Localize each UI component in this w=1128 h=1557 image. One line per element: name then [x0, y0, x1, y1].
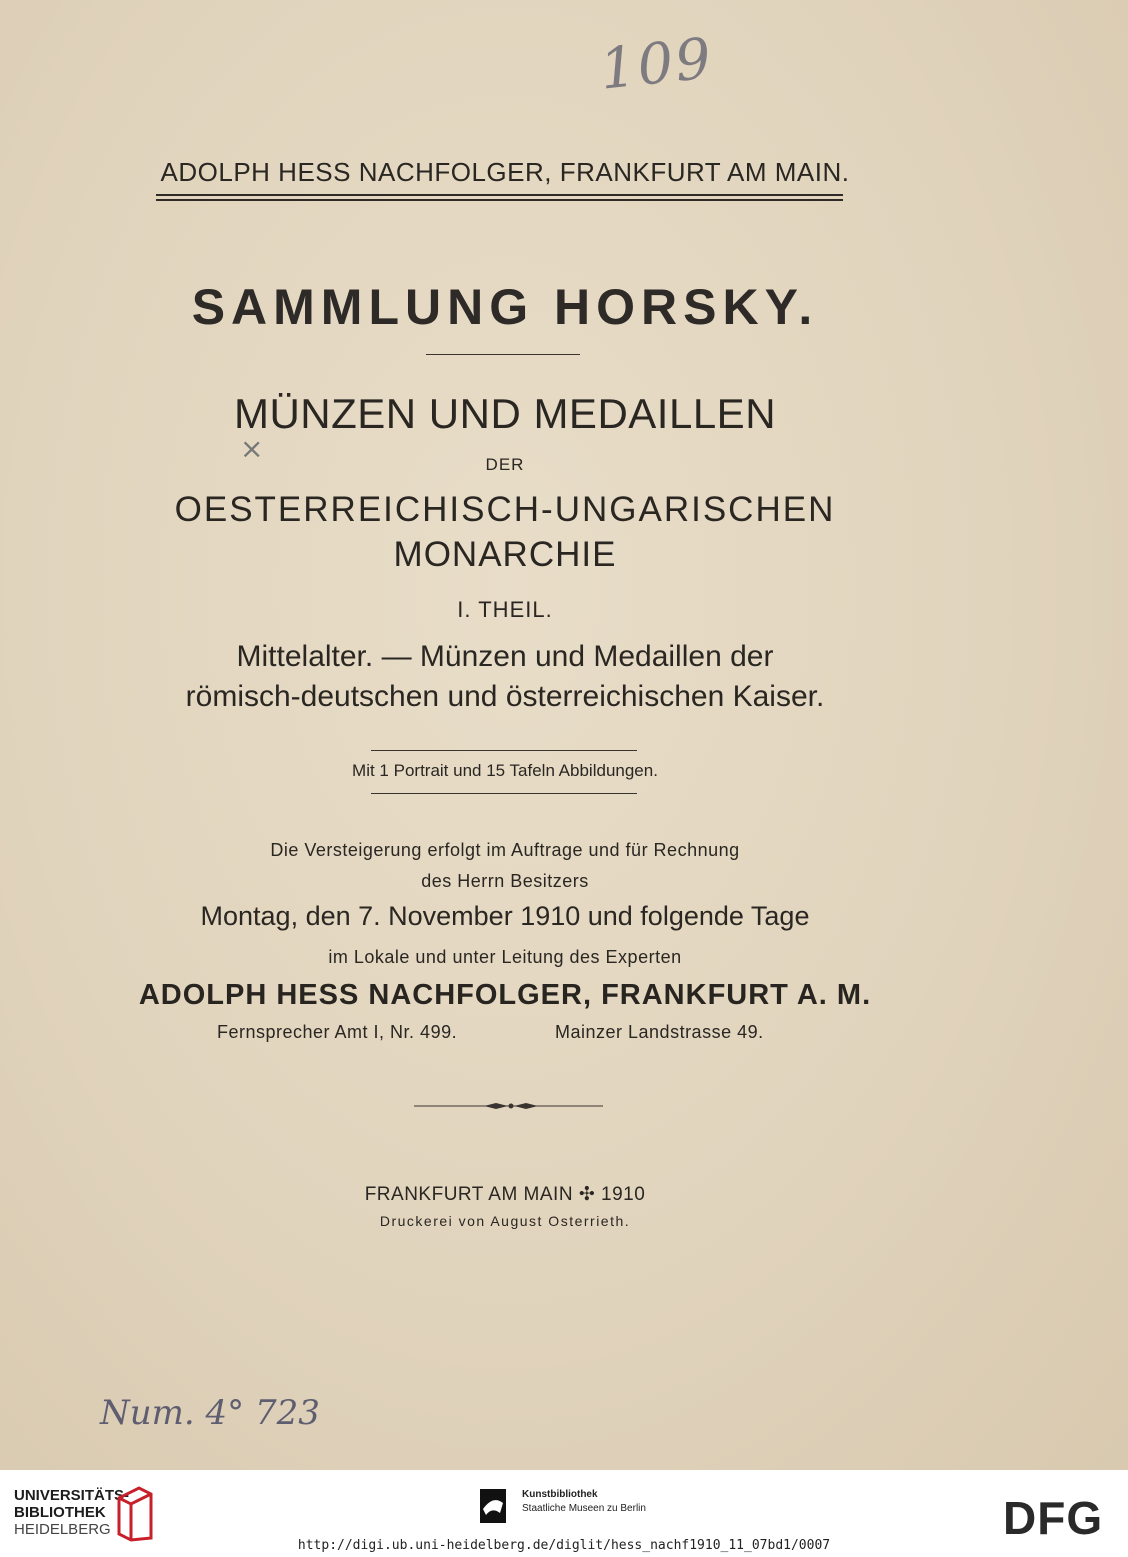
- place-year: FRANKFURT AM MAIN ✣ 1910: [364, 1184, 646, 1205]
- subtitle-der: DER: [485, 455, 525, 474]
- uni-logo-line1: UNIVERSITÄTS-: [14, 1487, 130, 1504]
- auction-line2: des Herrn Besitzers: [421, 871, 589, 891]
- subtitle-line3: MONARCHIE: [393, 535, 617, 574]
- kb-line2: Staatliche Museen zu Berlin: [522, 1503, 646, 1514]
- divider-rule: [426, 354, 580, 355]
- description-line1: Mittelalter. — Münzen und Medaillen der: [236, 640, 774, 673]
- book-logo-icon: [113, 1484, 157, 1544]
- illustrations-note: Mit 1 Portrait und 15 Tafeln Abbildungen.: [352, 761, 658, 780]
- ornament-divider: [414, 1097, 603, 1115]
- kunstbibliothek-logo[interactable]: [522, 1488, 646, 1516]
- subtitle-line1: MÜNZEN UND MEDAILLEN: [233, 390, 777, 437]
- publisher-header: ADOLPH HESS NACHFOLGER, FRANKFURT AM MAIN.: [160, 157, 850, 187]
- uni-logo-line3: HEIDELBERG: [14, 1521, 111, 1538]
- divider-rule: [371, 793, 637, 794]
- header-double-rule: [156, 194, 843, 201]
- divider-rule: [371, 750, 637, 751]
- street-address: Mainzer Landstrasse 49.: [555, 1022, 764, 1042]
- kb-line1: Kunstbibliothek: [522, 1489, 598, 1500]
- volume-label: I. THEIL.: [457, 597, 553, 622]
- handwritten-archive-number: 109: [596, 26, 716, 103]
- kunstbibliothek-logo-icon: [480, 1489, 506, 1523]
- dfg-logo[interactable]: DFG: [1003, 1492, 1104, 1544]
- footer-url-link[interactable]: http://digi.ub.uni-heidelberg.de/diglit/hess_nachf1910_11_07bd1/0007: [297, 1538, 831, 1553]
- subtitle-line2: OESTERREICHISCH-UNGARISCHEN: [174, 490, 836, 529]
- handwritten-shelfmark: Num. 4° 723: [100, 1393, 320, 1433]
- expert-publisher: ADOLPH HESS NACHFOLGER, FRANKFURT A. M.: [138, 979, 872, 1011]
- auction-line1: Die Versteigerung erfolgt im Auftrage und für Rechnung: [270, 840, 740, 860]
- auction-date: Montag, den 7. November 1910 und folgende Tage: [200, 901, 810, 931]
- description-line2: römisch-deutschen und österreichischen Kaiser.: [185, 680, 825, 713]
- handwritten-cross-mark: ×: [240, 432, 264, 465]
- page-title: SAMMLUNG HORSKY.: [191, 279, 819, 335]
- university-library-logo[interactable]: [14, 1487, 129, 1538]
- phone-number: Fernsprecher Amt I, Nr. 499.: [217, 1022, 458, 1042]
- uni-logo-line2: BIBLIOTHEK: [14, 1504, 106, 1521]
- auction-line3: im Lokale und unter Leitung des Experten: [328, 947, 682, 967]
- printer-line: Druckerei von August Osterrieth.: [379, 1213, 631, 1229]
